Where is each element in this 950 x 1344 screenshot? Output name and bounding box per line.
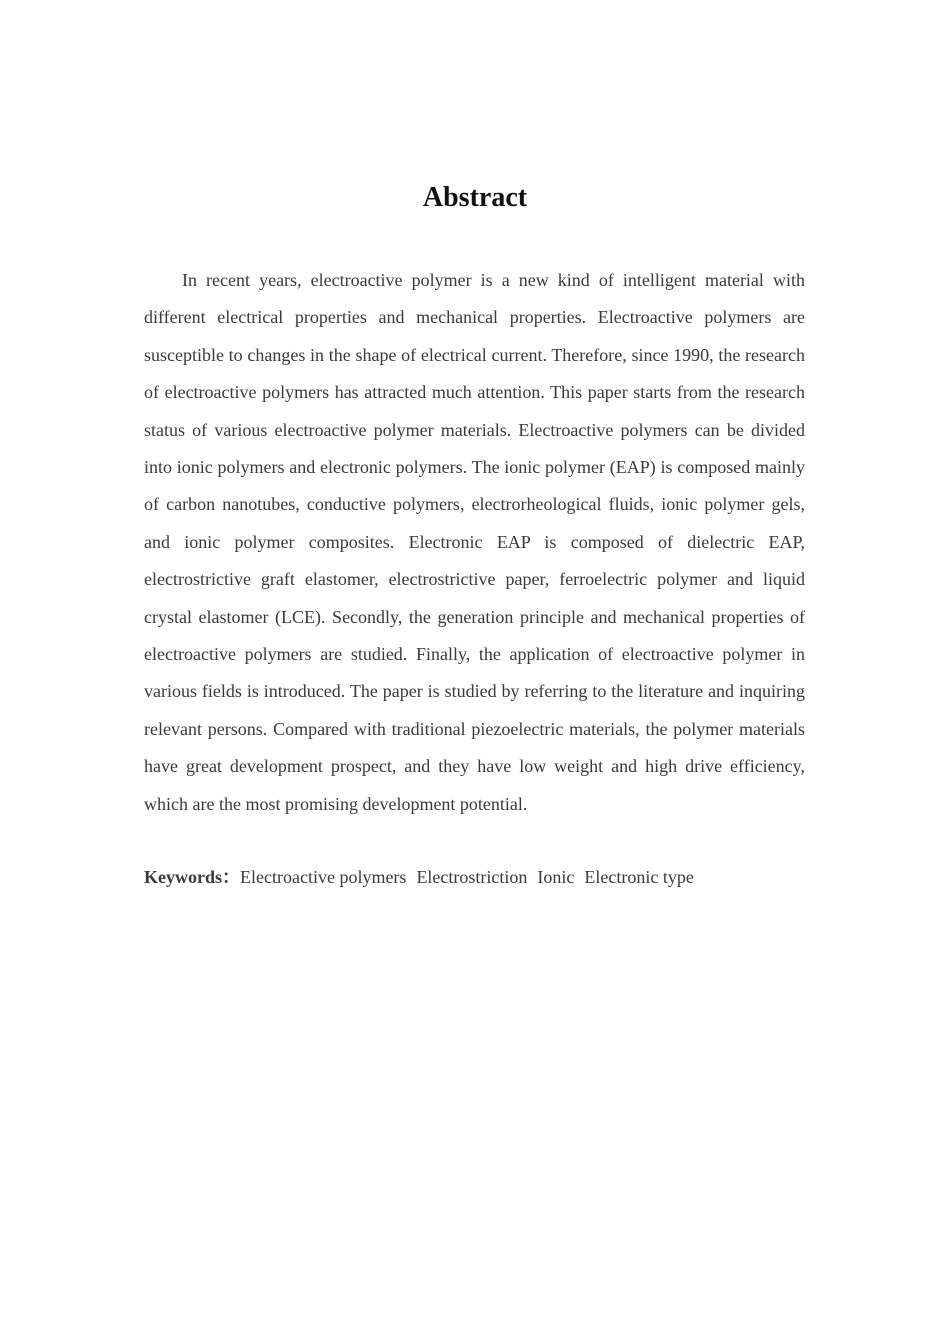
keyword-item: Electronic type	[584, 867, 694, 887]
keyword-item: Electrostriction	[416, 867, 528, 887]
keywords-line	[144, 859, 805, 896]
keyword-item: Electroactive polymers	[240, 867, 407, 887]
abstract-body: In recent years, electroactive polymer is a new kind of intelligent material with different electrical properties and mechanical properties. Electroactive polymers are susceptible to changes in the shape of electrical current. Therefore, since 1990, the research of electroactive polymers has attracted much attention. This paper starts from the research status of various electroactive polymer materials. Electroactive polymers can be divided into ionic polymers and electronic polymers. The ionic polymer (EAP) is composed mainly of carbon nanotubes, conductive polymers, electrorheological fluids, ionic polymer gels, and ionic polymer composites. Electronic EAP is composed of dielectric EAP, electrostrictive graft elastomer, electrostrictive paper, ferroelectric polymer and liquid crystal elastomer (LCE). Secondly, the generation principle and mechanical properties of electroactive polymers are studied. Finally, the application of electroactive polymer in various fields is introduced. The paper is studied by referring to the literature and inquiring relevant persons. Compared with traditional piezoelectric materials, the polymer materials have great development prospect, and they have low weight and high drive efficiency, which are the most promising development potential.	[144, 270, 805, 814]
abstract-title: Abstract	[422, 182, 528, 213]
keywords-label: Keywords：	[144, 867, 240, 887]
keyword-item: Ionic	[537, 867, 575, 887]
